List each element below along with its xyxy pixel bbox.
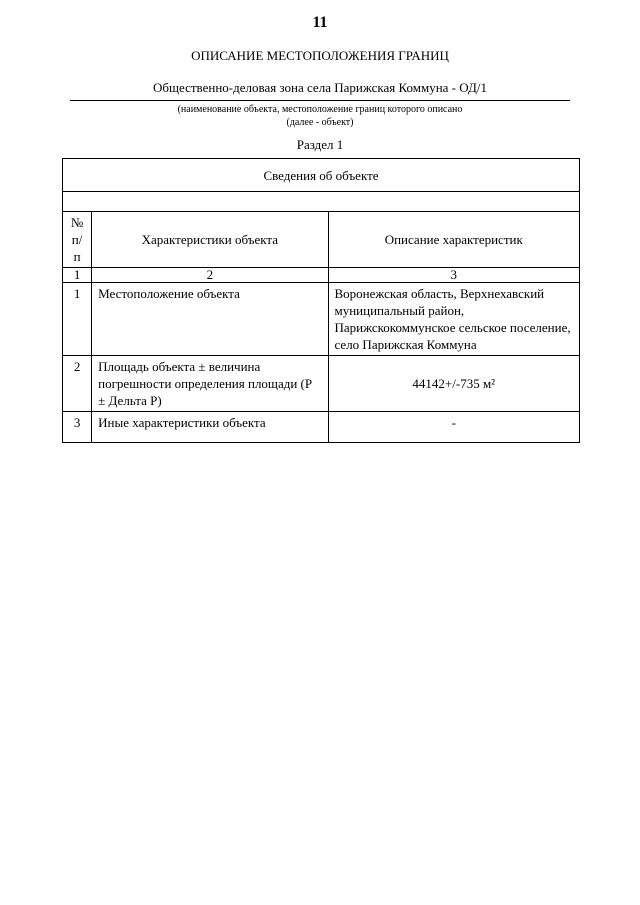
caption-line-2: (далее - объект)	[286, 117, 354, 128]
row-number: 1	[63, 283, 92, 356]
section-title: Раздел 1	[296, 137, 344, 152]
row-characteristic: Местоположение объекта	[92, 283, 328, 356]
row-characteristic: Площадь объекта ± величина погрешности определения площади (P ± Дельта P)	[92, 356, 328, 412]
table-index-row	[63, 268, 580, 283]
index-3: 3	[328, 268, 580, 283]
row-description: Воронежская область, Верхнехавский муниципальный район, Парижскокоммунское сельское поселение, село Парижская Коммуна	[328, 283, 580, 356]
table-row	[63, 283, 580, 356]
object-info-table	[62, 158, 580, 443]
row-number: 2	[63, 356, 92, 412]
table-spacer-row	[63, 192, 580, 212]
caption-line-1: (наименование объекта, местоположение границ которого описано	[177, 104, 463, 115]
table-heading-row	[63, 159, 580, 192]
underline-rule	[70, 100, 570, 101]
object-name: Общественно-деловая зона села Парижская Коммуна - ОД/1	[153, 80, 487, 95]
index-1: 1	[63, 268, 92, 283]
table-row	[63, 412, 580, 443]
header-description: Описание характеристик	[328, 212, 580, 268]
row-characteristic: Иные характеристики объекта	[92, 412, 328, 443]
header-characteristic: Характеристики объекта	[92, 212, 328, 268]
table-row	[63, 356, 580, 412]
table-heading: Сведения об объекте	[63, 159, 580, 192]
table-spacer-cell	[63, 192, 580, 212]
row-number: 3	[63, 412, 92, 443]
document-title: ОПИСАНИЕ МЕСТОПОЛОЖЕНИЯ ГРАНИЦ	[191, 48, 449, 63]
page-number: 11	[312, 14, 328, 31]
object-name-caption	[0, 103, 640, 129]
index-2: 2	[92, 268, 328, 283]
row-description: -	[328, 412, 580, 443]
row-description: 44142+/-735 м²	[328, 356, 580, 412]
header-number: № п/п	[63, 212, 92, 268]
table-header-row	[63, 212, 580, 268]
